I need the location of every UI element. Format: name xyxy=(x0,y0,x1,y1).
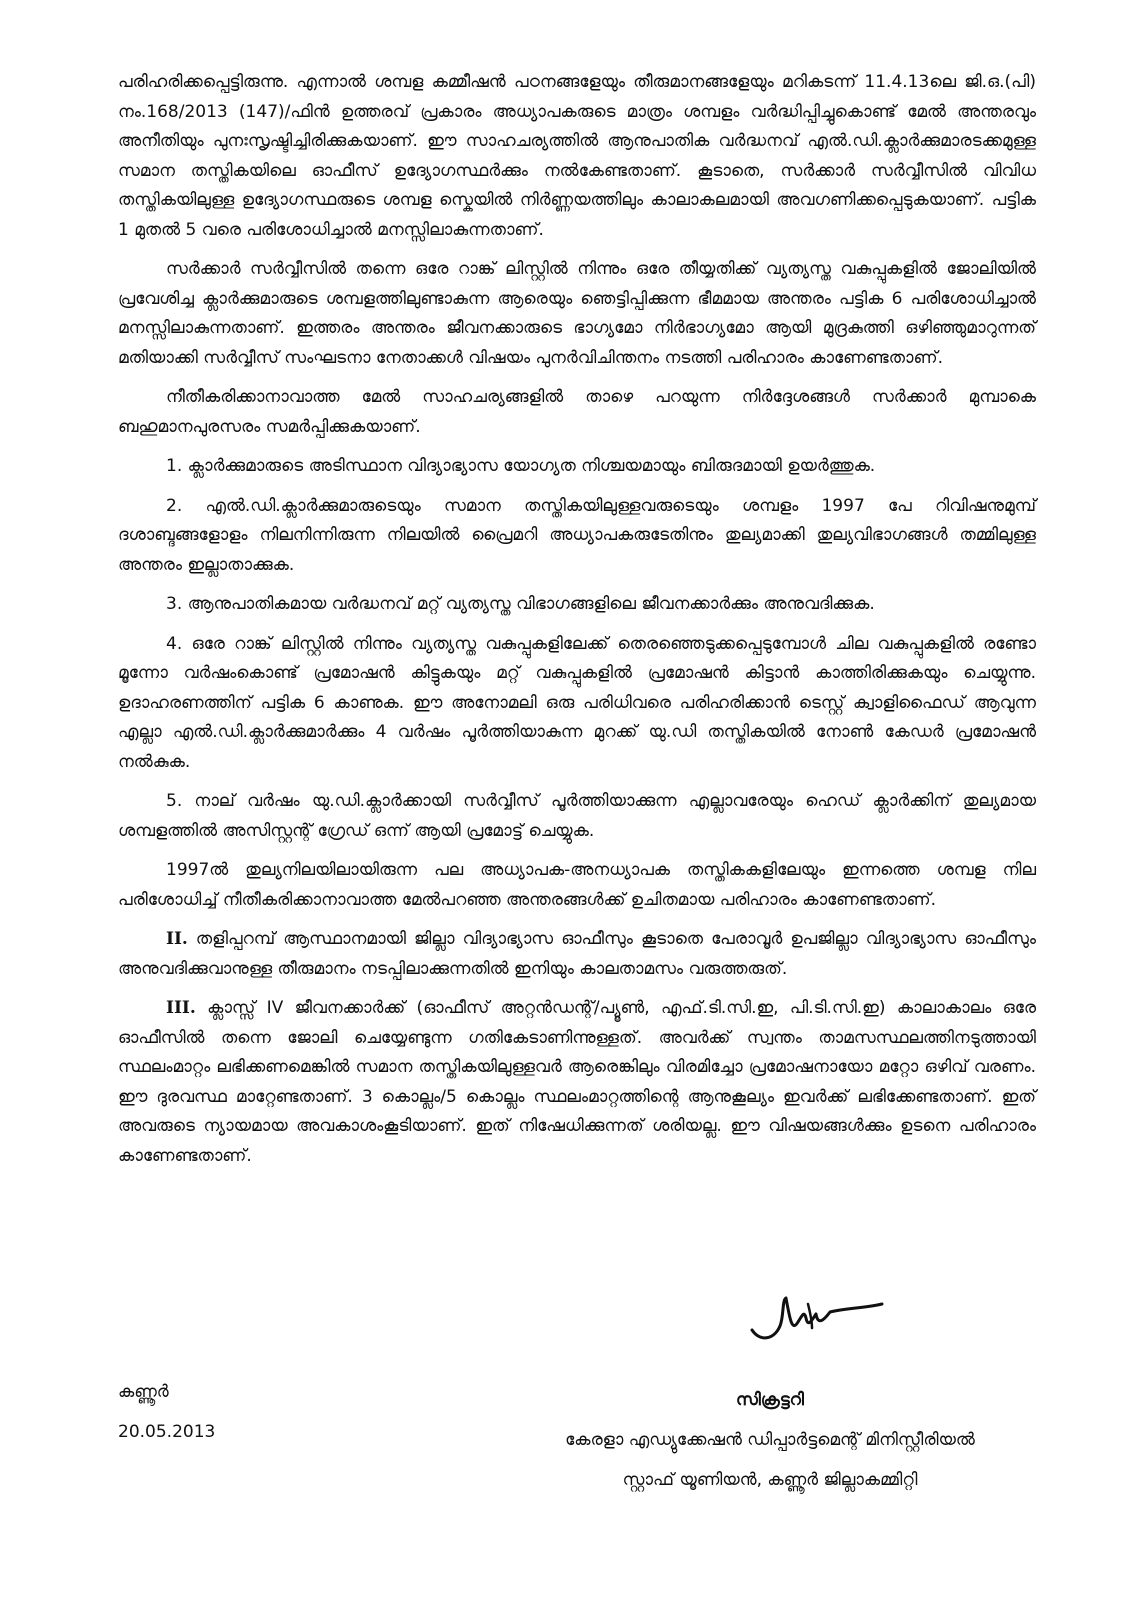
place-label: കണ്ണൂർ xyxy=(118,1382,169,1402)
document-body xyxy=(118,68,1036,1181)
section-iii xyxy=(118,994,1036,1171)
suggestion-item-4: 4. ഒരേ റാങ്ക് ലിസ്റ്റിൽ നിന്നും വ്യത്യസ്ത വകുപ്പുകളിലേക്ക് തെരഞ്ഞെടുക്കപ്പെടുമ്പോൾ ചില വകുപ്പുകളിൽ രണ്ടോ മൂന്നോ വർഷംകൊണ്ട് പ്രമോഷൻ കിട്ടുകയും മറ്റ് വകുപ്പുകളിൽ പ്രമോഷൻ കിട്ടാൻ കാത്തിരിക്കുകയും ചെയ്യുന്നു. ഉദാഹരണത്തിന് പട്ടിക 6 കാണുക. ഈ അനോമലി ഒരു പരിധിവരെ പരിഹരിക്കാൻ ടെസ്റ്റ് ക്വാളിഫൈഡ് ആവുന്ന എല്ലാ എൽ.ഡി.ക്ലാർക്കുമാർക്കും 4 വർഷം പൂർത്തിയാകുന്ന മുറക്ക് യു.ഡി തസ്തികയിൽ നോൺ കേഡർ പ്രമോഷൻ നൽകുക. xyxy=(118,633,1036,772)
signatory-designation: സിക്രട്ടറി xyxy=(736,1390,804,1410)
section-ii xyxy=(118,925,1036,984)
paragraph-intro: പരിഹരിക്കപ്പെട്ടിരുന്നു. എന്നാൽ ശമ്പള കമ്മീഷൻ പഠനങ്ങളേയും തീരുമാനങ്ങളേയും മറികടന്ന് 11.4.13ലെ ജി.ഒ.(പി) നം.168/2013 (147)/ഫിൻ ഉത്തരവ് പ്രകാരം അധ്യാപകരുടെ മാത്രം ശമ്പളം വർദ്ധിപ്പിച്ചുകൊണ്ട് മേൽ അന്തരവും അനീതിയും പുനഃസൃഷ്ടിച്ചിരിക്കുകയാണ്. ഈ സാഹചര്യത്തിൽ ആനുപാതിക വർദ്ധനവ് എൽ.ഡി.ക്ലാർക്കുമാരടക്കമുള്ള സമാന തസ്തികയിലെ ഓഫീസ് ഉദ്യോഗസ്ഥർക്കും നൽകേണ്ടതാണ്. കൂടാതെ, സർക്കാർ സർവ്വീസിൽ വിവിധ തസ്തികയിലുള്ള ഉദ്യോഗസ്ഥരുടെ ശമ്പള സ്കെയിൽ നിർണ്ണയത്തിലും കാലാകലമായി അവഗണിക്കപ്പെടുകയാണ്. പട്ടിക 1 മുതൽ 5 വരെ പരിശോധിച്ചാൽ മനസ്സിലാകുന്നതാണ്. xyxy=(118,72,1036,240)
section-ii-number: II. xyxy=(166,929,188,949)
organization-line-2: സ്റ്റാഫ് യൂണിയൻ, കണ്ണൂർ ജില്ലാകമ്മിറ്റി xyxy=(622,1470,918,1490)
suggestion-item-3: 3. ആനുപാതികമായ വർദ്ധനവ് മറ്റ് വ്യത്യസ്ത വിഭാഗങ്ങളിലെ ജീവനക്കാർക്കും അനുവദിക്കുക. xyxy=(166,594,875,614)
paragraph-suggestions-intro: നീതീകരിക്കാനാവാത്ത മേൽ സാഹചര്യങ്ങളിൽ താഴെ പറയുന്ന നിർദ്ദേശങ്ങൾ സർക്കാർ മുമ്പാകെ ബഹുമാനപുരസരം സമർപ്പിക്കുകയാണ്. xyxy=(118,387,1036,437)
signatory-block xyxy=(560,1380,980,1500)
date-label: 20.05.2013 xyxy=(118,1422,216,1442)
suggestion-item-2: 2. എൽ.ഡി.ക്ലാർക്കുമാരുടെയും സമാന തസ്തികയിലുള്ളവരുടെയും ശമ്പളം 1997 പേ റിവിഷനുമുമ്പ് ദശാബ്ദങ്ങളോളം നിലനിന്നിരുന്ന നിലയിൽ പ്രൈമറി അധ്യാപകരുടേതിനും തുല്യമാക്കി തുല്യവിഭാഗങ്ങൾ തമ്മിലുള്ള അന്തരം ഇല്ലാതാക്കുക. xyxy=(118,495,1036,575)
section-ii-text: തളിപ്പറമ്പ് ആസ്ഥാനമായി ജില്ലാ വിദ്യാഭ്യാസ ഓഫീസും കൂടാതെ പേരാവൂർ ഉപജില്ലാ വിദ്യാഭ്യാസ ഓഫീസും അനുവദിക്കുവാനുള്ള തീരുമാനം നടപ്പിലാക്കുന്നതിൽ ഇനിയും കാലതാമസം വരുത്തരുത്. xyxy=(118,929,1036,979)
signature-icon xyxy=(746,1290,886,1350)
paragraph-1997-conclusion: 1997ൽ തുല്യനിലയിലായിരുന്ന പല അധ്യാപക-അനധ്യാപക തസ്തികകളിലേയും ഇന്നത്തെ ശമ്പള നില പരിശോധിച്ച് നീതീകരിക്കാനാവാത്ത മേൽപറഞ്ഞ അന്തരങ്ങൾക്ക് ഉചിതമായ പരിഹാരം കാണേണ്ടതാണ്. xyxy=(118,860,1036,910)
suggestion-item-1: 1. ക്ലാർക്കുമാരുടെ അടിസ്ഥാന വിദ്യാഭ്യാസ യോഗ്യത നിശ്ചയമായും ബിരുദമായി ഉയർത്തുക. xyxy=(166,456,876,476)
section-iii-text: ക്ലാസ്സ് IV ജീവനക്കാർക്ക് (ഓഫീസ് അറ്റൻഡന്റ്/പ്യൂൺ, എഫ്.ടി.സി.ഇ, പി.ടി.സി.ഇ) കാലാകാലം ഒരേ ഓഫീസിൽ തന്നെ ജോലി ചെയ്യേണ്ടുന്ന ഗതികേടാണിന്നുള്ളത്. അവർക്ക് സ്വന്തം താമസസ്ഥലത്തിനടുത്തായി സ്ഥലംമാറ്റം ലഭിക്കണമെങ്കിൽ സമാന തസ്തികയിലുള്ളവർ ആരെങ്കിലും വിരമിച്ചോ പ്രമോഷനായോ മറ്റോ ഒഴിവ് വരണം. ഈ ദുരവസ്ഥ മാറ്റേണ്ടതാണ്. 3 കൊല്ലം/5 കൊല്ലം സ്ഥലംമാറ്റത്തിന്റെ ആനുകൂല്യം ഇവർക്ക് ലഭിക്കേണ്ടതാണ്. ഇത് അവരുടെ ന്യായമായ അവകാശംകൂടിയാണ്. ഇത് നിഷേധിക്കുന്നത് ശരിയല്ല. ഈ വിഷയങ്ങൾക്കും ഉടനെ പരിഹാരം കാണേണ്ടതാണ്. xyxy=(118,998,1036,1166)
section-iii-number: III. xyxy=(166,998,196,1018)
paragraph-rank-list: സർക്കാർ സർവ്വീസിൽ തന്നെ ഒരേ റാങ്ക് ലിസ്റ്റിൽ നിന്നും ഒരേ തീയ്യതിക്ക് വ്യത്യസ്ത വകുപ്പുകളിൽ ജോലിയിൽ പ്രവേശിച്ച ക്ലാർക്കുമാരുടെ ശമ്പളത്തിലുണ്ടാകുന്ന ആരെയും ഞെട്ടിപ്പിക്കുന്ന ഭീമമായ അന്തരം പട്ടിക 6 പരിശോധിച്ചാൽ മനസ്സിലാകുന്നതാണ്. ഇത്തരം അന്തരം ജീവനക്കാരുടെ ഭാഗ്യമോ നിർഭാഗ്യമോ ആയി മുദ്രകുത്തി ഒഴിഞ്ഞുമാറുന്നത് മതിയാക്കി സർവ്വീസ് സംഘടനാ നേതാക്കൾ വിഷയം പുനർവിചിന്തനം നടത്തി പരിഹാരം കാണേണ്ടതാണ്. xyxy=(118,259,1036,368)
organization-line-1: കേരളാ എഡ്യുക്കേഷൻ ഡിപ്പാർട്ടമെന്റ് മിനിസ്റ്റീരിയൽ xyxy=(565,1430,975,1450)
suggestion-item-5: 5. നാല് വർഷം യു.ഡി.ക്ലാർക്കായി സർവ്വീസ് പൂർത്തിയാക്കുന്ന എല്ലാവരേയും ഹെഡ് ക്ലാർക്കിന് തുല്യമായ ശമ്പളത്തിൽ അസിസ്റ്റന്റ് ഗ്രേഡ് ഒന്ന് ആയി പ്രമോട്ട് ചെയ്യുക. xyxy=(118,791,1036,841)
